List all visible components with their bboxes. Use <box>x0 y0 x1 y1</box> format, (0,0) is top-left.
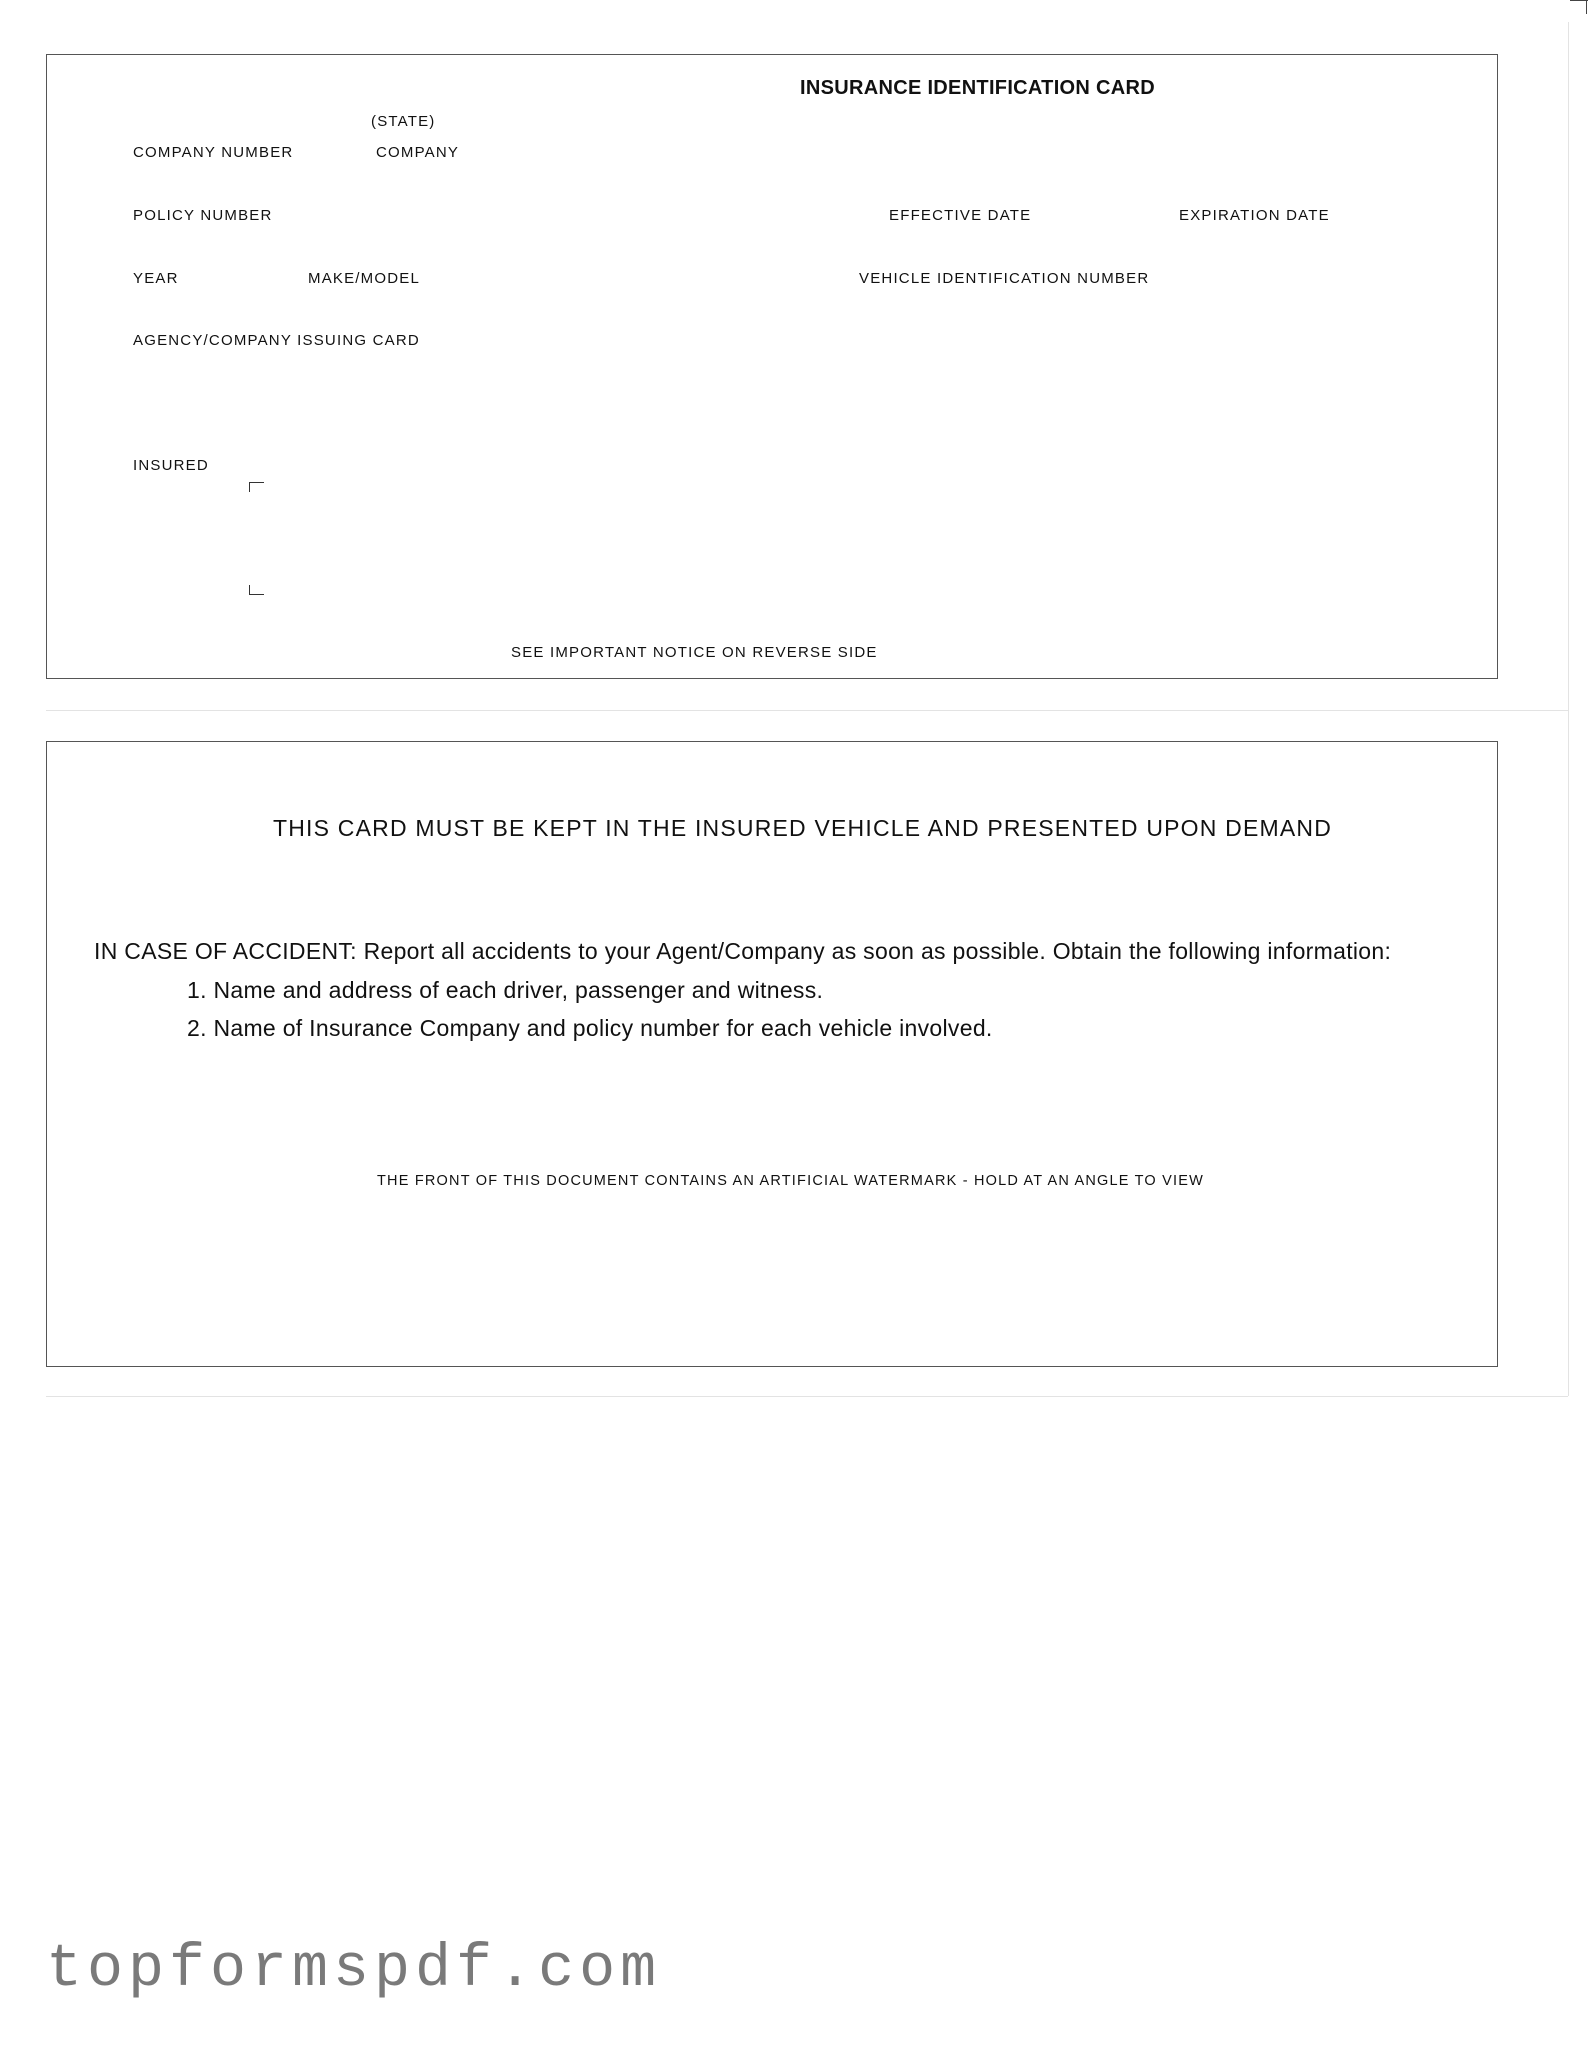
brand-watermark: topformspdf.com <box>46 1936 662 2004</box>
page-bottom-divider <box>46 1396 1568 1397</box>
company-number-label: COMPANY NUMBER <box>133 144 294 161</box>
keep-in-vehicle-heading: THIS CARD MUST BE KEPT IN THE INSURED VEHICLE AND PRESENTED UPON DEMAND <box>273 815 1333 841</box>
address-bracket-bottom <box>249 585 264 595</box>
vin-label: VEHICLE IDENTIFICATION NUMBER <box>859 270 1150 287</box>
card-divider <box>46 710 1568 711</box>
insurance-card-front <box>46 54 1498 679</box>
make-model-label: MAKE/MODEL <box>308 270 421 287</box>
page-edge-line <box>1568 22 1569 1396</box>
policy-number-label: POLICY NUMBER <box>133 207 273 224</box>
accident-instructions: IN CASE OF ACCIDENT: Report all accidents to your Agent/Company as soon as possible. Obtain the following information: <box>94 938 1392 964</box>
company-label: COMPANY <box>376 144 460 161</box>
state-label: (STATE) <box>371 113 436 130</box>
expiration-date-label: EXPIRATION DATE <box>1179 207 1330 224</box>
reverse-side-notice: SEE IMPORTANT NOTICE ON REVERSE SIDE <box>511 644 878 661</box>
effective-date-label: EFFECTIVE DATE <box>889 207 1032 224</box>
address-bracket-top <box>249 482 264 492</box>
accident-item-2: 2. Name of Insurance Company and policy number for each vehicle involved. <box>187 1015 993 1041</box>
insurance-card-back <box>46 741 1498 1367</box>
card-title: INSURANCE IDENTIFICATION CARD <box>800 77 1155 99</box>
year-label: YEAR <box>133 270 179 287</box>
insured-label: INSURED <box>133 457 209 474</box>
agency-label: AGENCY/COMPANY ISSUING CARD <box>133 332 420 349</box>
watermark-notice: THE FRONT OF THIS DOCUMENT CONTAINS AN ARTIFICIAL WATERMARK - HOLD AT AN ANGLE TO VIEW <box>377 1173 1204 1189</box>
corner-mark-vertical <box>1586 0 1587 14</box>
accident-item-1: 1. Name and address of each driver, passenger and witness. <box>187 977 824 1003</box>
